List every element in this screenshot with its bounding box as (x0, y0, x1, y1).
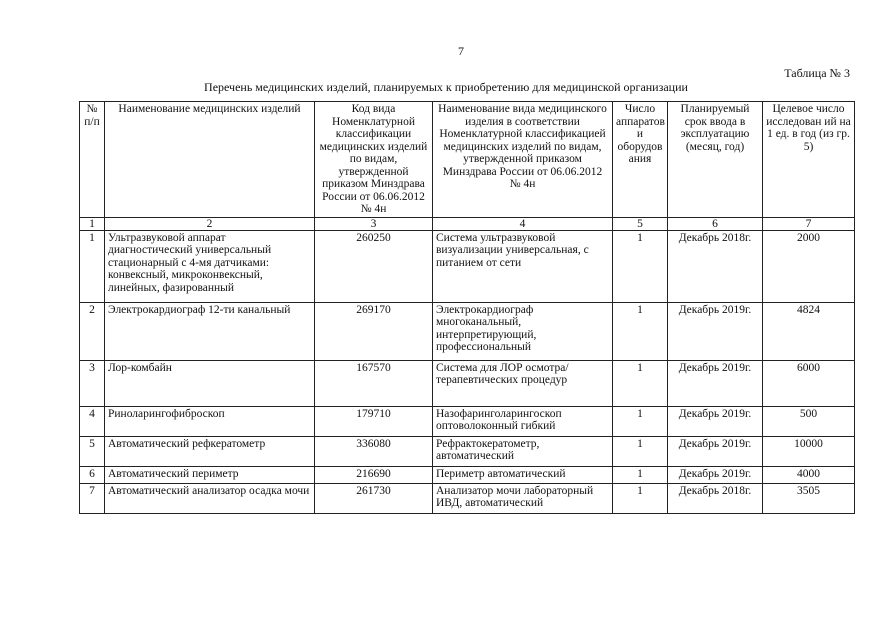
row-code: 179710 (315, 406, 433, 436)
row-code: 167570 (315, 360, 433, 406)
medical-devices-table (79, 101, 855, 514)
row-count: 1 (613, 302, 668, 360)
row-device-name: Автоматический периметр (105, 466, 315, 483)
row-kind: Электрокардиограф многоканальный, интерпретирующий, профессиональный (433, 302, 613, 360)
page-number: 7 (458, 44, 464, 58)
row-num: 4 (80, 406, 105, 436)
table-row (80, 302, 855, 360)
row-num: 6 (80, 466, 105, 483)
header-commission-date: Планируемый срок ввода в эксплуатацию (месяц, год) (668, 102, 763, 218)
column-number: 3 (315, 217, 433, 230)
row-device-name: Автоматический рефкератометр (105, 436, 315, 466)
table-row (80, 230, 855, 302)
column-number: 1 (80, 217, 105, 230)
row-code: 216690 (315, 466, 433, 483)
row-device-name: Автоматический анализатор осадка мочи (105, 483, 315, 513)
row-count: 1 (613, 483, 668, 513)
row-count: 1 (613, 466, 668, 483)
table-label: Таблица № 3 (784, 66, 850, 80)
row-code: 261730 (315, 483, 433, 513)
row-target: 10000 (763, 436, 855, 466)
row-kind: Система для ЛОР осмотра/терапевтических процедур (433, 360, 613, 406)
column-number: 5 (613, 217, 668, 230)
row-code: 336080 (315, 436, 433, 466)
row-date: Декабрь 2019г. (668, 466, 763, 483)
row-num: 5 (80, 436, 105, 466)
row-kind: Рефрактокератометр, автоматический (433, 436, 613, 466)
row-date: Декабрь 2019г. (668, 360, 763, 406)
header-count: Число аппаратов и оборудов ания (613, 102, 668, 218)
row-device-name: Ультразвуковой аппарат диагностический универсальный стационарный с 4-мя датчиками: конвексный, микроконвексный, линейных, фазированный (105, 230, 315, 302)
row-kind: Система ультразвуковой визуализации универсальная, с питанием от сети (433, 230, 613, 302)
row-date: Декабрь 2019г. (668, 302, 763, 360)
header-nomenclature-kind: Наименование вида медицинского изделия в соответствии Номенклатурной классификацией медицинских изделий по видам, утвержденной приказом Минздрава России от 06.06.2012 № 4н (433, 102, 613, 218)
row-code: 260250 (315, 230, 433, 302)
table-row (80, 360, 855, 406)
document-title: Перечень медицинских изделий, планируемых к приобретению для медицинской организации (204, 80, 688, 94)
column-number: 7 (763, 217, 855, 230)
table-row (80, 436, 855, 466)
column-number-row (80, 217, 855, 230)
row-kind: Периметр автоматический (433, 466, 613, 483)
row-date: Декабрь 2019г. (668, 406, 763, 436)
row-count: 1 (613, 230, 668, 302)
column-number: 4 (433, 217, 613, 230)
row-num: 2 (80, 302, 105, 360)
row-target: 4000 (763, 466, 855, 483)
row-device-name: Лор-комбайн (105, 360, 315, 406)
row-date: Декабрь 2019г. (668, 436, 763, 466)
table-row (80, 483, 855, 513)
row-kind: Анализатор мочи лабораторный ИВД, автоматический (433, 483, 613, 513)
row-date: Декабрь 2018г. (668, 483, 763, 513)
row-count: 1 (613, 436, 668, 466)
row-count: 1 (613, 406, 668, 436)
row-target: 500 (763, 406, 855, 436)
row-target: 4824 (763, 302, 855, 360)
table-header-row (80, 102, 855, 218)
header-nomenclature-code: Код вида Номенклатурной классификации медицинских изделий по видам, утвержденной приказом Минздрава России от 06.06.2012 № 4н (315, 102, 433, 218)
row-device-name: Электрокардиограф 12-ти канальный (105, 302, 315, 360)
column-number: 6 (668, 217, 763, 230)
row-target: 2000 (763, 230, 855, 302)
row-num: 7 (80, 483, 105, 513)
table-row (80, 466, 855, 483)
row-num: 3 (80, 360, 105, 406)
header-num: № п/п (80, 102, 105, 218)
table-row (80, 406, 855, 436)
header-device-name: Наименование медицинских изделий (105, 102, 315, 218)
row-device-name: Риноларингофиброскоп (105, 406, 315, 436)
row-target: 6000 (763, 360, 855, 406)
header-target-studies: Целевое число исследован ий на 1 ед. в год (из гр. 5) (763, 102, 855, 218)
row-date: Декабрь 2018г. (668, 230, 763, 302)
row-num: 1 (80, 230, 105, 302)
row-target: 3505 (763, 483, 855, 513)
column-number: 2 (105, 217, 315, 230)
row-count: 1 (613, 360, 668, 406)
row-kind: Назофаринголарингоскоп оптоволоконный гибкий (433, 406, 613, 436)
row-code: 269170 (315, 302, 433, 360)
